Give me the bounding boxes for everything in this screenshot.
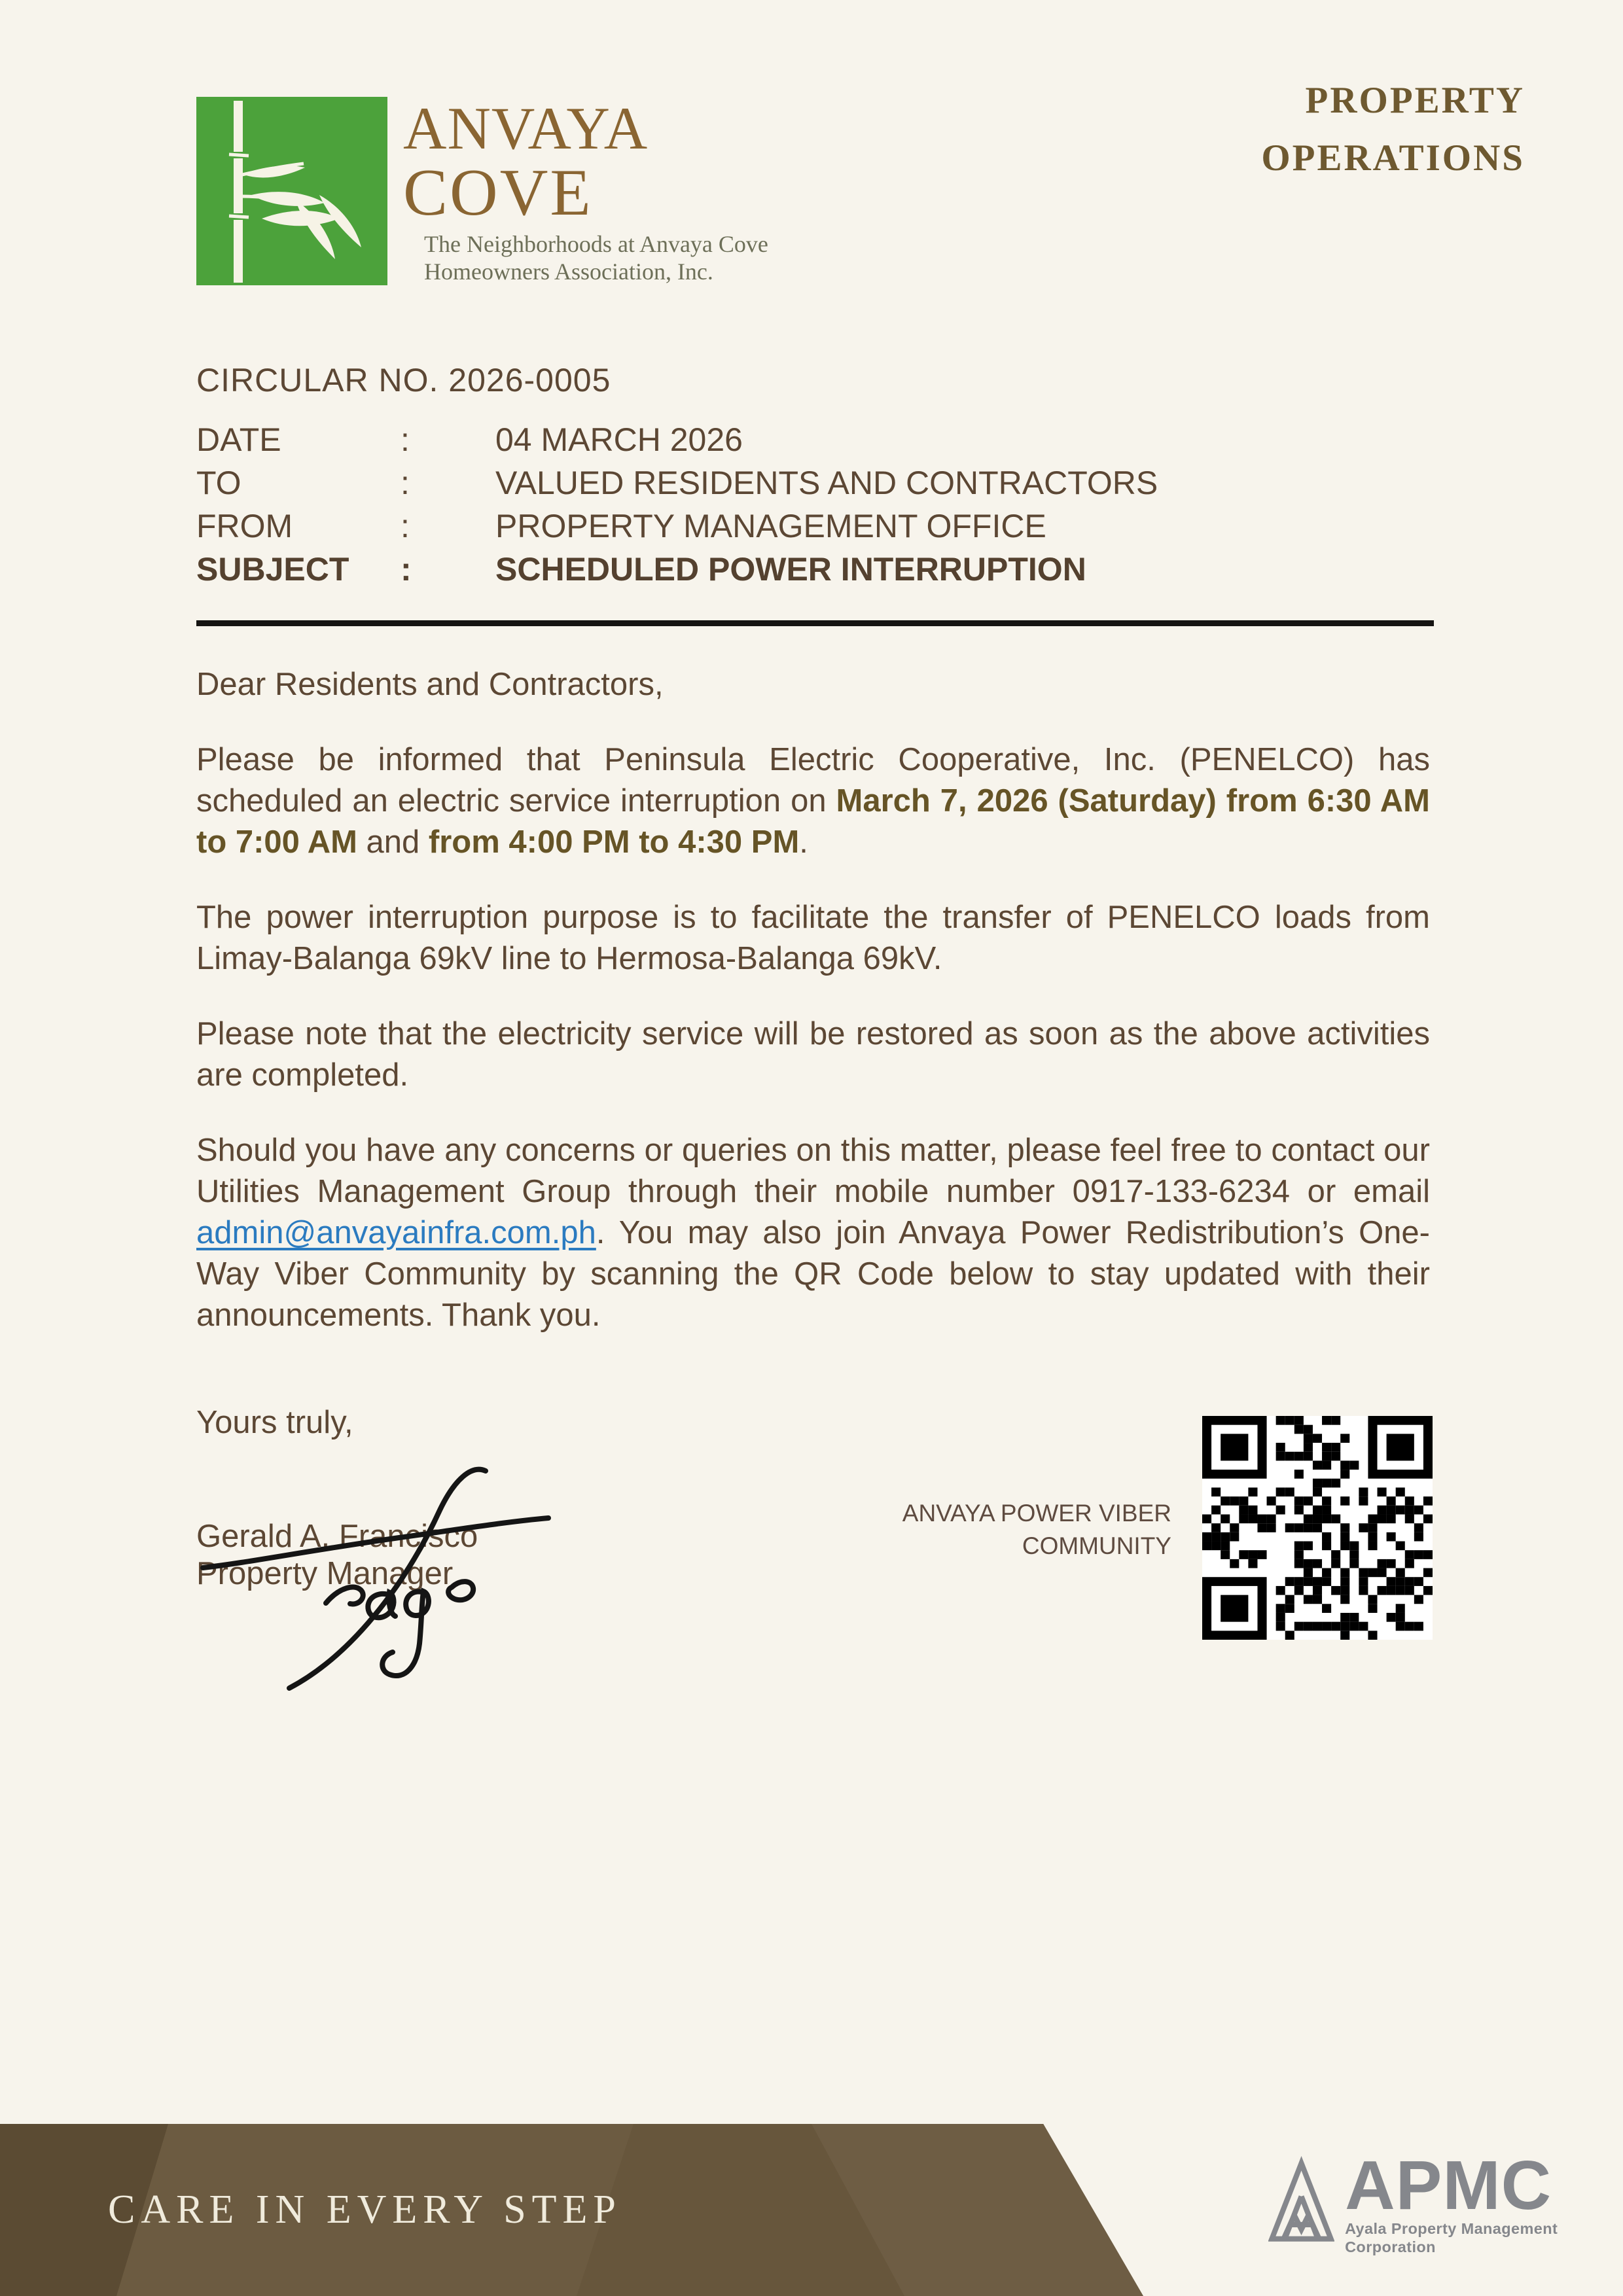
field-value-from: PROPERTY MANAGEMENT OFFICE <box>495 508 1046 544</box>
logo-wordmark-line1: ANVAYA <box>403 95 649 162</box>
email-link[interactable]: admin@anvayainfra.com.ph <box>196 1215 596 1250</box>
footer-facet <box>812 2124 1143 2296</box>
text-run: . <box>799 824 808 860</box>
highlighted-text: from 4:00 PM to 4:30 PM <box>428 824 800 860</box>
paragraph-schedule <box>196 739 1430 863</box>
field-value-date: 04 MARCH 2026 <box>495 421 743 458</box>
closing: Yours truly, <box>196 1405 353 1440</box>
qr-caption <box>785 1497 1171 1563</box>
circular-number: CIRCULAR NO. 2026-0005 <box>196 362 611 398</box>
footer-slogan: CARE IN EVERY STEP <box>108 2187 622 2232</box>
qr-caption-line1: ANVAYA POWER VIBER <box>902 1500 1171 1527</box>
header-fields <box>196 421 1430 588</box>
department-line1: PROPERTY <box>1305 80 1525 121</box>
logo-tagline <box>424 230 768 285</box>
field-value-subject: SCHEDULED POWER INTERRUPTION <box>495 551 1086 588</box>
field-label-to: TO <box>196 465 241 501</box>
apmc-triangle-icon <box>1268 2154 1334 2247</box>
logo-tagline-line1: The Neighborhoods at Anvaya Cove <box>424 231 768 257</box>
header-divider-rule <box>196 620 1434 626</box>
apmc-text <box>1345 2147 1623 2256</box>
qr-code-icon <box>1202 1416 1433 1640</box>
text-run: . You may also join Anvaya Power Redistribution’s One-Way Viber Community by scanning the QR Code below to stay updated with their announcements. Thank you. <box>196 1215 1430 1333</box>
qr-caption-line2: COMMUNITY <box>1022 1532 1171 1559</box>
field-label-from: FROM <box>196 508 293 544</box>
logo-tagline-line2: Homeowners Association, Inc. <box>424 258 713 285</box>
highlighted-text: March 7, 2026 (Saturday) from 6:30 AM to 7:00 AM <box>196 783 1430 860</box>
field-label-date: DATE <box>196 421 281 458</box>
text-run: and <box>357 824 429 860</box>
field-colon: : <box>401 508 410 544</box>
signatory-name: Gerald A. Francisco <box>196 1519 478 1554</box>
salutation: Dear Residents and Contractors, <box>196 667 664 702</box>
text-run: Should you have any concerns or queries on this matter, please feel free to contact our Utilities Management Group through their mobile number 0917-133-6234 or email <box>196 1133 1430 1209</box>
apmc-logo <box>1268 2147 1623 2256</box>
field-value-to: VALUED RESIDENTS AND CONTRACTORS <box>495 465 1158 501</box>
department-header <box>1261 72 1525 187</box>
text-run: The power interruption purpose is to facilitate the transfer of PENELCO loads from Limay-Balanga 69kV line to Hermosa-Balanga 69kV. <box>196 900 1430 976</box>
apmc-tagline: Ayala Property Management Corporation <box>1345 2220 1558 2255</box>
signatory-title: Property Manager <box>196 1556 454 1591</box>
field-colon: : <box>401 465 410 501</box>
logo-wordmark <box>403 95 649 230</box>
paragraph-restoration <box>196 1014 1430 1096</box>
anvaya-bamboo-logo-icon <box>196 97 387 285</box>
logo-wordmark-line2: COVE <box>403 156 593 230</box>
paragraph-purpose <box>196 897 1430 980</box>
apmc-name: APMC <box>1345 2147 1552 2224</box>
letter-body <box>196 361 1430 1593</box>
field-colon: : <box>401 551 412 588</box>
department-line2: OPERATIONS <box>1261 137 1525 179</box>
field-label-subject: SUBJECT <box>196 551 349 588</box>
text-run: Please be informed that Peninsula Electric Cooperative, Inc. (PENELCO) has scheduled an electric service interruption on <box>196 742 1430 819</box>
paragraph-contact <box>196 1130 1430 1336</box>
field-colon: : <box>401 421 410 458</box>
text-run: Please note that the electricity service will be restored as soon as the above activities are completed. <box>196 1016 1430 1093</box>
